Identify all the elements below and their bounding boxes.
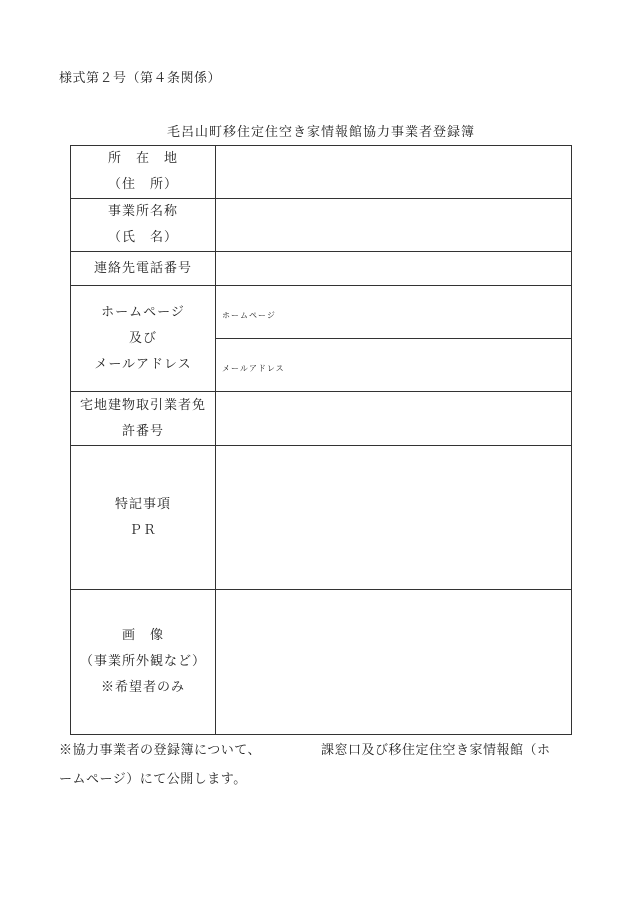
pr-row [71,446,572,590]
office-field[interactable] [216,199,572,252]
image-label-line1: 画 像 [121,628,164,643]
address-row [71,146,572,199]
homepage-sublabel: ホームページ [222,310,276,320]
web-label [71,286,216,392]
license-label [71,392,216,446]
form-number: 様式第２号（第４条関係） [59,71,222,86]
address-label-line1: 所 在 地 [107,151,178,166]
phone-field[interactable] [216,252,572,286]
email-field[interactable] [216,339,572,392]
license-field[interactable] [216,392,572,446]
footnote-part1: ※協力事業者の登録簿について、 [59,743,261,758]
office-row [71,199,572,252]
footnote-line2: ームページ）にて公開します。 [59,772,247,787]
license-row [71,392,572,446]
email-sublabel: メールアドレス [222,363,285,373]
pr-field[interactable] [216,446,572,590]
registration-table [70,145,572,735]
license-label-line1: 宅地建物取引業者免 [79,397,206,413]
image-label-line3: ※希望者のみ [100,680,185,695]
web-label-line1: ホームページ [101,304,185,320]
image-label-line2: （事業所外観など） [79,654,206,669]
footnote [59,736,579,794]
pr-label-line1: 特記事項 [114,496,171,512]
address-label-line2: （住 所） [107,177,178,192]
image-field[interactable] [216,590,572,735]
homepage-field[interactable] [216,286,572,339]
address-label [71,146,216,199]
phone-label: 連絡先電話番号 [71,252,216,286]
web-label-line3: メールアドレス [94,356,192,372]
license-label-line2: 許番号 [121,423,164,439]
document-title: 毛呂山町移住定住空き家情報館協力事業者登録簿 [166,125,475,140]
pr-label-line2: ＰＲ [128,522,157,538]
office-label-line1: 事業所名称 [107,204,178,219]
pr-label [71,446,216,590]
image-label [71,590,216,735]
office-label-line2: （氏 名） [107,230,178,245]
office-label [71,199,216,252]
phone-row [71,252,572,286]
address-field[interactable] [216,146,572,199]
footnote-part2: 課窓口及び移住定住空き家情報館（ホ [320,743,551,758]
homepage-row [71,286,572,339]
image-row [71,590,572,735]
web-label-line2: 及び [128,330,157,346]
